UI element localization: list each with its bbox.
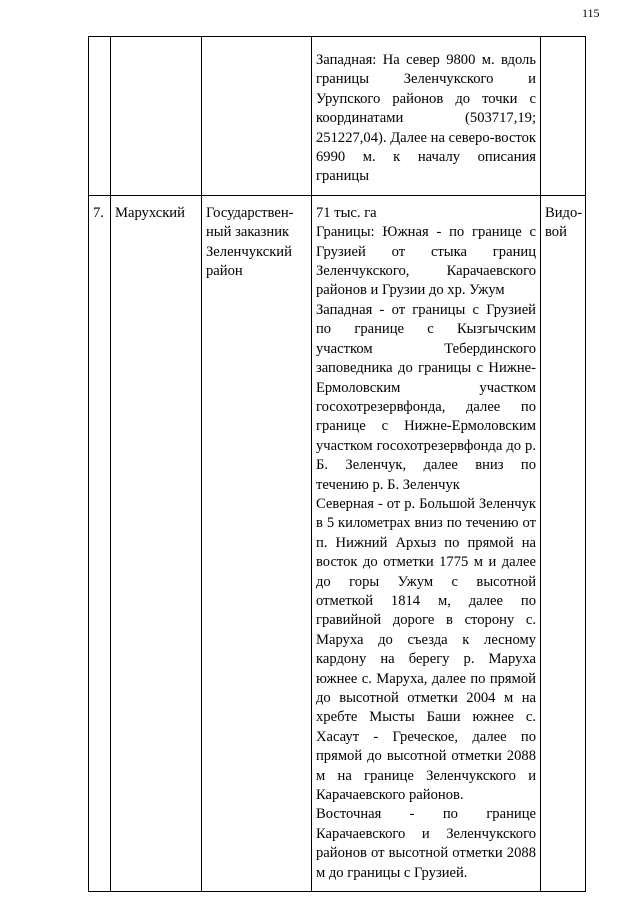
row-number: 7. [89, 195, 111, 891]
reserve-type: Государствен- ный заказник Зеленчукский район [202, 195, 312, 891]
number-cell [89, 37, 111, 196]
reserve-name: Марухский [111, 195, 202, 891]
page-number: 115 [582, 6, 600, 20]
boundary-description-cell [312, 37, 541, 196]
name-cell [111, 37, 202, 196]
reserves-table [88, 36, 586, 892]
south-boundary: Границы: Южная - по границе с Грузией от стыка границ Зеленчукского, Карачаевского районов и Грузии до хр. Ужум [316, 224, 536, 299]
reserve-profile: Видо-вой [541, 195, 586, 891]
table-row [89, 37, 586, 196]
north-boundary: Северная - от р. Большой Зеленчук в 5 километрах вниз по течению от п. Нижний Архыз по прямой на восток до отметки 1775 м и далее до горы Ужум с высотной отметкой 1814 м, далее по гравийной дороге в сторону с. Маруха до съезда к лесному кардону на берегу р. Маруха южнее с. Маруха, далее по прямой до высотной отметки 2004 м на хребте Мысты Баши южнее с. Хасаут - Греческое, далее по прямой до высотной отметки 2088 м на границе Зеленчукского и Карачаевского районов. [316, 495, 536, 804]
west-boundary-continuation: Западная: На север 9800 м. вдоль границы Зеленчукского и Урупского районов до точки с координатами (503717,19; 251227,04). Далее на северо-восток 6990 м. к началу описания границы [316, 52, 536, 185]
west-boundary: Западная - от границы с Грузией по границе с Кызгычским участком Тебердинского заповедника до границы с Нижне-Ермоловским участком госохотрезервфонда, далее по границе с Нижне-Ермоловским участком госохотрезервфонда до р. Б. Зеленчук, далее вниз по течению р. Б. Зеленчук [316, 301, 536, 493]
east-boundary: Восточная - по границе Карачаевского и Зеленчукского районов от высотной отметки 2088 м до границы с Грузией. [316, 806, 536, 881]
type-cell [202, 37, 312, 196]
profile-cell [541, 37, 586, 196]
boundary-description [312, 195, 541, 891]
area-text: 71 тыс. га [316, 204, 377, 221]
table-row [89, 195, 586, 891]
